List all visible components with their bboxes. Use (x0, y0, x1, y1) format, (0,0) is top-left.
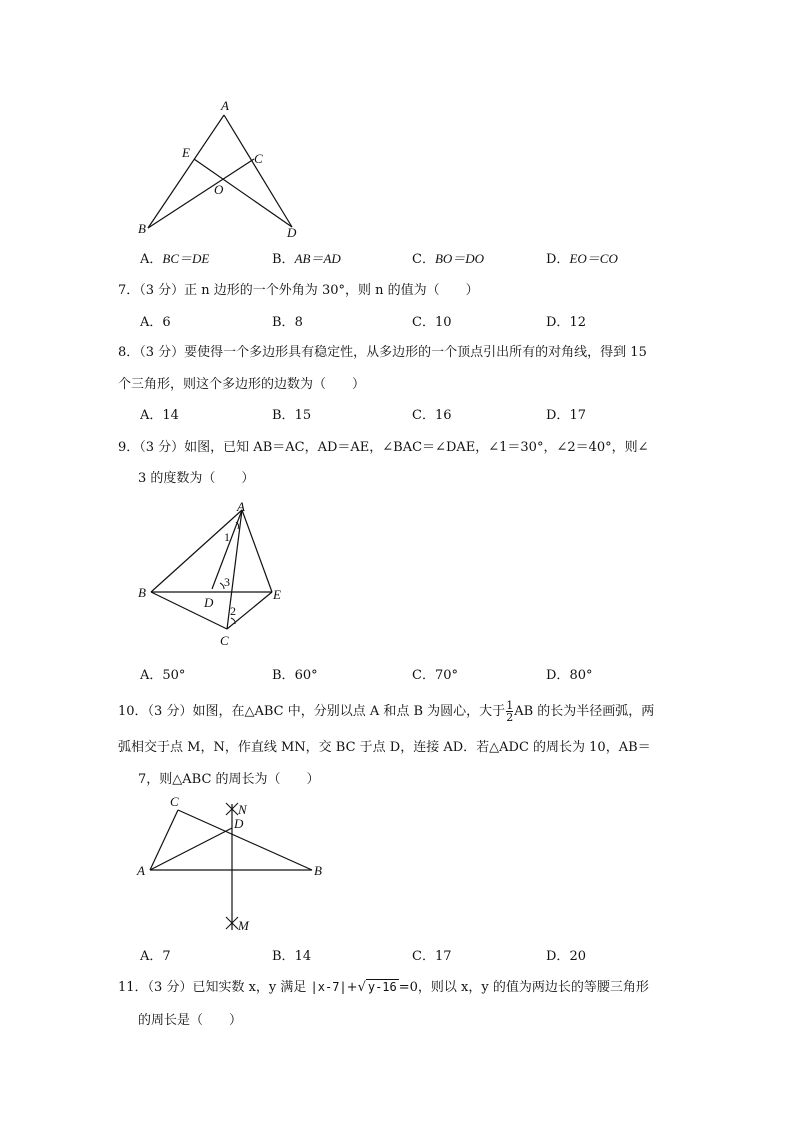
q6-option-d[interactable]: D．EO＝CO (546, 251, 618, 267)
q6-option-c[interactable]: C．BO＝DO (412, 251, 485, 267)
q10-stem-line1: 10．（3 分）如图，在△ABC 中，分别以点 A 和点 B 为圆心，大于 $\frac{1}{2}$ AB 的长为半径画弧，两 (118, 699, 655, 724)
q6-triangle-diagram (130, 95, 310, 245)
q10-label-A: A (137, 863, 145, 878)
q10-option-b[interactable]: B．14 (272, 949, 312, 964)
q6-label-B: B (138, 221, 146, 236)
q10-stem-line2: 弧相交于点 M，N，作直线 MN，交 BC 于点 D，连接 AD．若△ADC 的周长为 10，AB＝ (118, 740, 651, 755)
q6-option-a[interactable]: A．BC＝DE (140, 251, 210, 267)
q6-label-C: C (254, 151, 263, 166)
q9-label-B: B (138, 585, 146, 600)
q6-label-D: D (287, 225, 297, 240)
q10-option-a[interactable]: A．7 (140, 949, 171, 964)
q9-label-C: C (220, 633, 229, 648)
q6-options (140, 248, 700, 268)
q9-figure (130, 495, 300, 655)
q7-stem: 7．（3 分）正 n 边形的一个外角为 30°，则 n 的值为（ ） (118, 283, 479, 298)
q7-option-a[interactable]: A．6 (140, 315, 171, 330)
q9-option-c[interactable]: C．70° (412, 668, 458, 683)
q10-label-B: B (314, 863, 322, 878)
q10-fraction: $\frac{1}{2}$ (506, 699, 514, 724)
q11-stem-line2: 的周长是（ ） (138, 1013, 243, 1028)
q8-stem-line2: 个三角形，则这个多边形的边数为（ ） (118, 377, 366, 392)
q10-label-M: M (238, 918, 249, 933)
q8-options (140, 404, 700, 424)
q6-option-b[interactable]: B．AB＝AD (272, 251, 341, 267)
q6-label-A: A (221, 98, 229, 113)
q8-option-d[interactable]: D．17 (546, 408, 586, 423)
q9-stem-line1: 9．（3 分）如图，已知 AB＝AC，AD＝AE，∠BAC＝∠DAE，∠1＝30°，∠2＝40°，则∠ (118, 440, 649, 455)
q10-triangle-diagram (130, 790, 330, 940)
q10-option-d[interactable]: D．20 (546, 949, 586, 964)
q9-options (140, 664, 700, 684)
q10-label-N: N (238, 802, 247, 817)
q9-triangle-diagram (130, 495, 300, 655)
q6-label-O: O (214, 182, 224, 197)
q7-options (140, 311, 700, 331)
q8-stem-line1: 8．（3 分）要使得一个多边形具有稳定性，从多边形的一个顶点引出所有的对角线，得到 15 (118, 345, 647, 360)
q9-label-D: D (204, 595, 214, 610)
q6-figure (130, 95, 310, 245)
q10-options (140, 945, 700, 965)
q10-label-D: D (234, 816, 244, 831)
q10-option-c[interactable]: C．17 (412, 949, 452, 964)
q8-option-b[interactable]: B．15 (272, 408, 312, 423)
q9-option-d[interactable]: D．80° (546, 668, 593, 683)
q10-label-C: C (170, 794, 179, 809)
q8-option-c[interactable]: C．16 (412, 408, 452, 423)
q9-angle-2: 2 (230, 604, 236, 618)
q11-abs-expression: |x-7| (310, 980, 347, 994)
q9-angle-3: 3 (224, 575, 230, 589)
q11-sqrt-sign: √ (357, 980, 366, 995)
q6-label-E: E (182, 145, 190, 160)
q10-figure (130, 790, 330, 940)
q8-option-a[interactable]: A．14 (140, 408, 179, 423)
q9-stem-line2: 3 的度数为（ ） (138, 471, 255, 486)
q7-option-b[interactable]: B．8 (272, 315, 303, 330)
q9-label-A: A (237, 499, 245, 514)
q9-angle-1: 1 (224, 530, 230, 544)
q10-stem-line3: 7，则△ABC 的周长为（ ） (138, 772, 320, 787)
q7-option-c[interactable]: C．10 (412, 315, 452, 330)
q9-option-a[interactable]: A．50° (140, 668, 186, 683)
q11-stem-line1: 11．（3 分）已知实数 x，y 满足 |x-7|+√ y-16 =0，则以 x，y 的值为两边长的等腰三角形 (118, 980, 649, 995)
q9-label-E: E (273, 587, 281, 602)
q7-option-d[interactable]: D．12 (546, 315, 586, 330)
q9-option-b[interactable]: B．60° (272, 668, 318, 683)
q11-sqrt-expression: y-16 (367, 980, 397, 994)
